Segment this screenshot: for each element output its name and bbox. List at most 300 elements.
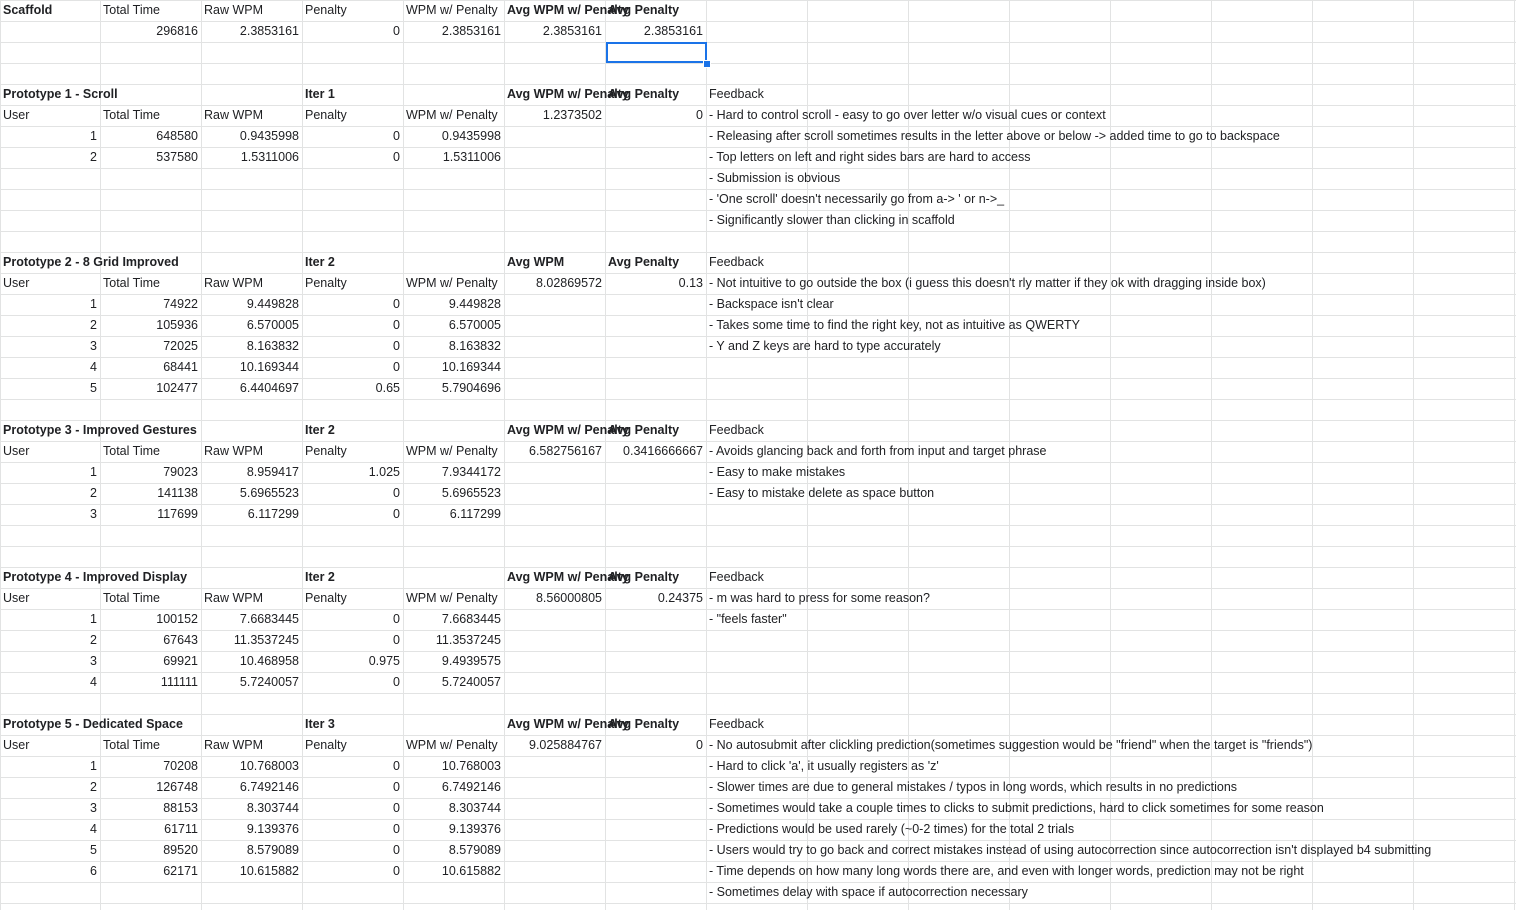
sheet-cell[interactable]: 0.9435998 <box>239 129 299 143</box>
sheet-cell[interactable]: 0 <box>393 675 400 689</box>
sheet-cell[interactable] <box>201 231 302 252</box>
sheet-cell[interactable]: 0 <box>393 822 400 836</box>
sheet-cell[interactable]: Prototype 2 - 8 Grid Improved <box>3 255 179 269</box>
sheet-cell[interactable]: Scaffold <box>3 3 53 17</box>
sheet-cell[interactable]: User <box>3 738 30 752</box>
sheet-cell[interactable]: Penalty <box>305 738 347 752</box>
sheet-cell[interactable]: 9.4939575 <box>441 654 501 668</box>
sheet-cell[interactable]: 1 <box>90 129 97 143</box>
sheet-cell[interactable]: 9.449828 <box>448 297 501 311</box>
sheet-cell[interactable]: 0 <box>696 738 703 752</box>
sheet-cell[interactable] <box>201 252 302 273</box>
sheet-cell[interactable]: Raw WPM <box>204 3 264 17</box>
sheet-cell[interactable]: 11.3537245 <box>233 633 299 647</box>
sheet-cell[interactable] <box>504 336 605 357</box>
sheet-cell[interactable] <box>403 252 504 273</box>
sheet-cell[interactable]: 0 <box>393 360 400 374</box>
sheet-cell[interactable] <box>403 42 504 63</box>
sheet-cell[interactable]: 10.768003 <box>441 759 501 773</box>
sheet-cell[interactable]: 62171 <box>163 864 198 878</box>
sheet-cell[interactable]: Total Time <box>103 591 160 605</box>
sheet-cell[interactable]: Avg Penalty <box>608 570 680 584</box>
sheet-cell[interactable] <box>504 210 605 231</box>
sheet-cell[interactable]: - Users would try to go back and correct mistakes instead of using autocorrection since autocorrection isn't displayed b4 submitting <box>709 843 1432 857</box>
sheet-cell[interactable]: 8.303744 <box>448 801 501 815</box>
sheet-cell[interactable]: 10.468958 <box>239 654 299 668</box>
sheet-cell[interactable] <box>605 840 706 861</box>
sheet-cell[interactable]: 5.6965523 <box>239 486 299 500</box>
sheet-cell[interactable]: 0 <box>393 759 400 773</box>
sheet-cell[interactable]: 0 <box>393 843 400 857</box>
sheet-cell[interactable] <box>504 525 605 546</box>
sheet-cell[interactable]: 5 <box>90 843 97 857</box>
sheet-cell[interactable]: 0 <box>696 108 703 122</box>
sheet-cell[interactable]: Prototype 4 - Improved Display <box>3 570 188 584</box>
sheet-cell[interactable] <box>201 714 302 735</box>
sheet-cell[interactable]: Feedback <box>709 570 764 584</box>
sheet-cell[interactable]: Avg WPM w/ Penalty <box>507 87 629 101</box>
sheet-cell[interactable] <box>0 210 100 231</box>
sheet-cell[interactable]: Avg Penalty <box>608 3 680 17</box>
sheet-cell[interactable]: Raw WPM <box>204 108 264 122</box>
sheet-cell[interactable]: 61711 <box>164 822 198 836</box>
sheet-cell[interactable]: Prototype 1 - Scroll <box>3 87 118 101</box>
sheet-cell[interactable]: Prototype 5 - Dedicated Space <box>3 717 183 731</box>
sheet-cell[interactable] <box>201 210 302 231</box>
sheet-cell[interactable] <box>302 210 403 231</box>
sheet-cell[interactable]: Total Time <box>103 3 160 17</box>
sheet-cell[interactable]: Iter 2 <box>305 255 335 269</box>
sheet-cell[interactable] <box>403 546 504 567</box>
sheet-cell[interactable]: Penalty <box>305 108 347 122</box>
sheet-cell[interactable]: Avg WPM w/ Penalty <box>507 570 629 584</box>
sheet-cell[interactable]: 10.768003 <box>239 759 299 773</box>
sheet-cell[interactable]: 4 <box>90 822 97 836</box>
sheet-cell[interactable]: Prototype 3 - Improved Gestures <box>3 423 197 437</box>
sheet-cell[interactable] <box>605 504 706 525</box>
sheet-cell[interactable]: - Time depends on how many long words there are, and even with longer words, prediction may not be right <box>709 864 1304 878</box>
sheet-cell[interactable]: 0 <box>393 780 400 794</box>
sheet-cell[interactable] <box>201 63 302 84</box>
sheet-cell[interactable] <box>100 210 201 231</box>
sheet-cell[interactable]: 1.025 <box>368 465 400 479</box>
sheet-cell[interactable]: Total Time <box>103 444 160 458</box>
sheet-cell[interactable]: 2 <box>90 150 97 164</box>
sheet-cell[interactable] <box>403 882 504 903</box>
sheet-cell[interactable] <box>706 42 1516 63</box>
sheet-cell[interactable]: 5.7904696 <box>441 381 501 395</box>
sheet-cell[interactable]: WPM w/ Penalty <box>406 276 498 290</box>
sheet-cell[interactable] <box>605 882 706 903</box>
sheet-cell[interactable]: 537580 <box>156 150 198 164</box>
sheet-cell[interactable]: 117699 <box>157 507 198 521</box>
sheet-cell[interactable] <box>706 357 1516 378</box>
sheet-cell[interactable] <box>201 42 302 63</box>
sheet-cell[interactable] <box>605 651 706 672</box>
sheet-cell[interactable]: 141138 <box>157 486 198 500</box>
sheet-cell[interactable]: 0 <box>393 486 400 500</box>
sheet-cell[interactable]: 1.2373502 <box>542 108 602 122</box>
sheet-cell[interactable] <box>0 168 100 189</box>
sheet-cell[interactable]: 7.6683445 <box>441 612 501 626</box>
sheet-cell[interactable] <box>504 609 605 630</box>
sheet-cell[interactable] <box>605 630 706 651</box>
sheet-cell[interactable]: 1.5311006 <box>442 150 501 164</box>
sheet-cell[interactable] <box>403 420 504 441</box>
sheet-cell[interactable] <box>201 420 302 441</box>
sheet-cell[interactable] <box>100 525 201 546</box>
sheet-cell[interactable]: - 'One scroll' doesn't necessarily go from a-> ' or n->_ <box>709 192 1005 206</box>
sheet-cell[interactable]: 0 <box>393 339 400 353</box>
sheet-cell[interactable]: User <box>3 591 30 605</box>
sheet-cell[interactable] <box>605 798 706 819</box>
sheet-cell[interactable]: - Takes some time to find the right key, not as intuitive as QWERTY <box>709 318 1080 332</box>
sheet-cell[interactable]: Avg WPM <box>507 255 565 269</box>
sheet-cell[interactable] <box>605 483 706 504</box>
sheet-cell[interactable]: Feedback <box>709 717 764 731</box>
sheet-cell[interactable]: 8.163832 <box>246 339 299 353</box>
sheet-cell[interactable] <box>605 546 706 567</box>
sheet-cell[interactable]: - "feels faster" <box>709 612 787 626</box>
sheet-cell[interactable] <box>504 189 605 210</box>
sheet-cell[interactable]: 8.579089 <box>246 843 299 857</box>
sheet-cell[interactable] <box>605 399 706 420</box>
sheet-cell[interactable] <box>706 504 1516 525</box>
sheet-cell[interactable]: 9.139376 <box>448 822 501 836</box>
sheet-cell[interactable] <box>605 147 706 168</box>
sheet-cell[interactable]: 5.7240057 <box>441 675 501 689</box>
sheet-cell[interactable]: 11.3537245 <box>435 633 501 647</box>
sheet-cell[interactable] <box>504 126 605 147</box>
sheet-cell[interactable] <box>100 231 201 252</box>
sheet-cell[interactable] <box>605 168 706 189</box>
sheet-cell[interactable]: - Top letters on left and right sides bars are hard to access <box>709 150 1031 164</box>
sheet-cell[interactable] <box>403 567 504 588</box>
sheet-cell[interactable]: User <box>3 444 30 458</box>
sheet-cell[interactable]: 8.02869572 <box>535 276 602 290</box>
sheet-cell[interactable] <box>605 63 706 84</box>
sheet-cell[interactable] <box>504 294 605 315</box>
sheet-cell[interactable]: 126748 <box>156 780 198 794</box>
sheet-cell[interactable]: 1 <box>90 759 97 773</box>
sheet-cell[interactable]: - Slower times are due to general mistakes / typos in long words, which results in no predictions <box>709 780 1238 794</box>
sheet-cell[interactable]: WPM w/ Penalty <box>406 444 498 458</box>
sheet-cell[interactable] <box>706 651 1516 672</box>
sheet-cell[interactable] <box>504 882 605 903</box>
sheet-cell[interactable] <box>605 462 706 483</box>
sheet-cell[interactable] <box>504 651 605 672</box>
sheet-cell[interactable] <box>302 525 403 546</box>
sheet-cell[interactable] <box>706 63 1516 84</box>
sheet-cell[interactable]: 88153 <box>163 801 198 815</box>
sheet-cell[interactable] <box>0 399 100 420</box>
sheet-cell[interactable]: 0.3416666667 <box>623 444 703 458</box>
sheet-cell[interactable] <box>605 756 706 777</box>
sheet-cell[interactable]: Avg Penalty <box>608 87 680 101</box>
sheet-cell[interactable] <box>605 126 706 147</box>
sheet-cell[interactable]: 2 <box>90 318 97 332</box>
sheet-cell[interactable] <box>302 168 403 189</box>
sheet-cell[interactable]: 10.169344 <box>441 360 501 374</box>
sheet-cell[interactable] <box>201 693 302 714</box>
sheet-cell[interactable] <box>504 231 605 252</box>
sheet-cell[interactable]: 2.3853161 <box>542 24 602 38</box>
sheet-cell[interactable]: 0 <box>393 612 400 626</box>
sheet-cell[interactable] <box>706 672 1516 693</box>
sheet-cell[interactable]: 1.5311006 <box>240 150 299 164</box>
sheet-cell[interactable]: - Easy to mistake delete as space button <box>709 486 935 500</box>
sheet-cell[interactable] <box>100 168 201 189</box>
sheet-cell[interactable]: - Sometimes delay with space if autocorrection necessary <box>709 885 1028 899</box>
sheet-cell[interactable]: 6.7492146 <box>441 780 501 794</box>
sheet-cell[interactable]: 2.3853161 <box>441 24 501 38</box>
sheet-cell[interactable]: 67643 <box>163 633 198 647</box>
sheet-cell[interactable] <box>201 567 302 588</box>
sheet-cell[interactable] <box>605 525 706 546</box>
sheet-cell[interactable] <box>302 546 403 567</box>
sheet-cell[interactable]: Avg Penalty <box>608 717 680 731</box>
sheet-cell[interactable] <box>504 63 605 84</box>
sheet-cell[interactable] <box>403 399 504 420</box>
sheet-cell[interactable]: 3 <box>90 507 97 521</box>
sheet-cell[interactable] <box>100 546 201 567</box>
sheet-cell[interactable]: 89520 <box>163 843 198 857</box>
sheet-cell[interactable]: 648580 <box>156 129 198 143</box>
sheet-cell[interactable] <box>706 0 1516 21</box>
sheet-cell[interactable] <box>504 168 605 189</box>
sheet-cell[interactable] <box>605 357 706 378</box>
sheet-cell[interactable]: Raw WPM <box>204 444 264 458</box>
sheet-cell[interactable] <box>605 777 706 798</box>
sheet-cell[interactable] <box>201 168 302 189</box>
sheet-cell[interactable]: 0.24375 <box>657 591 703 605</box>
sheet-cell[interactable] <box>706 21 1516 42</box>
sheet-cell[interactable]: 0 <box>393 801 400 815</box>
sheet-cell[interactable]: - Predictions would be used rarely (~0-2 times) for the total 2 trials <box>709 822 1075 836</box>
sheet-cell[interactable] <box>605 210 706 231</box>
sheet-cell[interactable] <box>706 546 1516 567</box>
sheet-cell[interactable] <box>605 231 706 252</box>
sheet-cell[interactable]: 0.975 <box>368 654 400 668</box>
sheet-cell[interactable]: - Hard to click 'a', it usually registers as 'z' <box>709 759 939 773</box>
sheet-cell[interactable] <box>504 546 605 567</box>
sheet-cell[interactable]: - Submission is obvious <box>709 171 841 185</box>
sheet-cell[interactable] <box>706 231 1516 252</box>
sheet-cell[interactable]: - Significantly slower than clicking in scaffold <box>709 213 955 227</box>
sheet-cell[interactable]: 5 <box>90 381 97 395</box>
sheet-cell[interactable]: Iter 3 <box>305 717 335 731</box>
sheet-cell[interactable]: 2.3853161 <box>643 24 703 38</box>
sheet-cell[interactable] <box>605 693 706 714</box>
sheet-cell[interactable] <box>504 819 605 840</box>
sheet-cell[interactable]: 102477 <box>156 381 198 395</box>
sheet-cell[interactable] <box>605 609 706 630</box>
sheet-cell[interactable] <box>201 84 302 105</box>
sheet-cell[interactable] <box>605 819 706 840</box>
sheet-cell[interactable]: - Hard to control scroll - easy to go over letter w/o visual cues or context <box>709 108 1106 122</box>
sheet-cell[interactable] <box>302 231 403 252</box>
sheet-cell[interactable]: Raw WPM <box>204 276 264 290</box>
sheet-cell[interactable]: 70208 <box>163 759 198 773</box>
sheet-cell[interactable] <box>100 63 201 84</box>
sheet-cell[interactable]: 7.6683445 <box>239 612 299 626</box>
sheet-cell[interactable] <box>504 798 605 819</box>
sheet-cell[interactable]: 9.449828 <box>246 297 299 311</box>
sheet-cell[interactable] <box>504 861 605 882</box>
sheet-cell[interactable]: WPM w/ Penalty <box>406 108 498 122</box>
sheet-cell[interactable] <box>403 231 504 252</box>
sheet-cell[interactable] <box>302 693 403 714</box>
sheet-cell[interactable] <box>302 399 403 420</box>
sheet-cell[interactable]: Avg Penalty <box>608 255 680 269</box>
sheet-cell[interactable]: 6.582756167 <box>529 444 602 458</box>
sheet-cell[interactable]: Penalty <box>305 3 347 17</box>
sheet-cell[interactable]: 111111 <box>160 675 198 689</box>
sheet-cell[interactable]: 3 <box>90 801 97 815</box>
sheet-cell[interactable] <box>504 147 605 168</box>
sheet-cell[interactable] <box>0 882 100 903</box>
sheet-cell[interactable]: WPM w/ Penalty <box>406 591 498 605</box>
sheet-cell[interactable]: 8.959417 <box>246 465 299 479</box>
sheet-cell[interactable]: 79023 <box>163 465 198 479</box>
sheet-cell[interactable]: Avg WPM w/ Penalty <box>507 423 629 437</box>
sheet-cell[interactable]: 0 <box>393 24 400 38</box>
sheet-cell[interactable] <box>100 567 201 588</box>
sheet-cell[interactable]: Avg WPM w/ Penalty <box>507 3 629 17</box>
sheet-cell[interactable]: 68441 <box>163 360 198 374</box>
sheet-cell[interactable]: - Easy to make mistakes <box>709 465 846 479</box>
sheet-cell[interactable] <box>403 84 504 105</box>
sheet-cell[interactable] <box>504 378 605 399</box>
sheet-cell[interactable]: 5.7240057 <box>239 675 299 689</box>
sheet-cell[interactable] <box>403 525 504 546</box>
sheet-cell[interactable]: 74922 <box>163 297 198 311</box>
sheet-cell[interactable]: Avg WPM w/ Penalty <box>507 717 629 731</box>
sheet-cell[interactable] <box>100 882 201 903</box>
sheet-cell[interactable]: - Y and Z keys are hard to type accurately <box>709 339 941 353</box>
sheet-cell[interactable] <box>302 42 403 63</box>
sheet-cell[interactable] <box>302 63 403 84</box>
sheet-cell[interactable]: 6.7492146 <box>239 780 299 794</box>
sheet-cell[interactable] <box>0 42 100 63</box>
sheet-cell[interactable]: 4 <box>90 675 97 689</box>
sheet-cell[interactable] <box>605 189 706 210</box>
sheet-cell[interactable] <box>504 399 605 420</box>
sheet-cell[interactable]: 2 <box>90 486 97 500</box>
sheet-cell[interactable] <box>504 840 605 861</box>
sheet-cell[interactable] <box>504 357 605 378</box>
sheet-cell[interactable]: 10.169344 <box>239 360 299 374</box>
sheet-cell[interactable] <box>0 189 100 210</box>
sheet-cell[interactable]: 0.9435998 <box>441 129 501 143</box>
sheet-cell[interactable]: 0 <box>393 864 400 878</box>
sheet-cell[interactable] <box>504 630 605 651</box>
sheet-cell[interactable]: Raw WPM <box>204 591 264 605</box>
sheet-cell[interactable]: 2.3853161 <box>239 24 299 38</box>
sheet-cell[interactable]: 6.570005 <box>246 318 299 332</box>
sheet-cell[interactable]: - Backspace isn't clear <box>709 297 834 311</box>
sheet-cell[interactable]: - Sometimes would take a couple times to clicks to submit predictions, hard to click sometimes for some reason <box>709 801 1324 815</box>
sheet-cell[interactable]: WPM w/ Penalty <box>406 3 498 17</box>
sheet-cell[interactable] <box>706 693 1516 714</box>
sheet-cell[interactable]: Iter 1 <box>305 87 335 101</box>
sheet-cell[interactable] <box>201 399 302 420</box>
sheet-cell[interactable]: 8.579089 <box>448 843 501 857</box>
sheet-cell[interactable] <box>302 189 403 210</box>
sheet-cell[interactable]: Penalty <box>305 276 347 290</box>
sheet-cell[interactable] <box>100 420 201 441</box>
sheet-cell[interactable] <box>0 693 100 714</box>
sheet-cell[interactable]: 6.117299 <box>449 507 501 521</box>
sheet-cell[interactable]: 10.615882 <box>239 864 299 878</box>
sheet-cell[interactable]: 3 <box>90 339 97 353</box>
sheet-cell[interactable]: 7.9344172 <box>441 465 501 479</box>
sheet-cell[interactable] <box>706 630 1516 651</box>
selected-cell[interactable] <box>606 42 707 63</box>
sheet-cell[interactable]: 0 <box>393 507 400 521</box>
sheet-cell[interactable] <box>0 231 100 252</box>
sheet-cell[interactable]: 0 <box>393 297 400 311</box>
sheet-cell[interactable]: WPM w/ Penalty <box>406 738 498 752</box>
sheet-cell[interactable]: 8.56000805 <box>535 591 602 605</box>
sheet-cell[interactable]: Total Time <box>103 108 160 122</box>
sheet-cell[interactable]: Total Time <box>103 276 160 290</box>
sheet-cell[interactable]: 8.163832 <box>448 339 501 353</box>
sheet-cell[interactable]: 296816 <box>156 24 198 38</box>
sheet-cell[interactable]: - No autosubmit after clickling prediction(sometimes suggestion would be "friend" when the target is "friends") <box>709 738 1313 752</box>
sheet-cell[interactable]: 0 <box>393 318 400 332</box>
sheet-cell[interactable]: User <box>3 276 30 290</box>
sheet-cell[interactable] <box>100 399 201 420</box>
sheet-cell[interactable]: Penalty <box>305 444 347 458</box>
sheet-cell[interactable]: 0 <box>393 633 400 647</box>
sheet-cell[interactable] <box>605 294 706 315</box>
sheet-cell[interactable] <box>504 315 605 336</box>
sheet-cell[interactable]: - Releasing after scroll sometimes results in the letter above or below -> added time to go to backspace <box>709 129 1280 143</box>
sheet-cell[interactable]: Feedback <box>709 423 764 437</box>
sheet-cell[interactable] <box>403 714 504 735</box>
sheet-cell[interactable] <box>504 777 605 798</box>
sheet-cell[interactable] <box>605 315 706 336</box>
sheet-cell[interactable] <box>302 882 403 903</box>
sheet-cell[interactable]: Avg Penalty <box>608 423 680 437</box>
sheet-cell[interactable]: 72025 <box>163 339 198 353</box>
sheet-cell[interactable]: 4 <box>90 360 97 374</box>
sheet-cell[interactable] <box>403 693 504 714</box>
sheet-cell[interactable]: 6 <box>90 864 97 878</box>
sheet-cell[interactable] <box>504 462 605 483</box>
sheet-cell[interactable]: 1 <box>90 465 97 479</box>
sheet-cell[interactable]: Iter 2 <box>305 423 335 437</box>
sheet-cell[interactable]: 3 <box>90 654 97 668</box>
sheet-cell[interactable] <box>504 693 605 714</box>
sheet-cell[interactable] <box>504 504 605 525</box>
sheet-cell[interactable] <box>605 336 706 357</box>
sheet-cell[interactable] <box>0 21 100 42</box>
sheet-cell[interactable] <box>0 63 100 84</box>
sheet-cell[interactable]: 105936 <box>156 318 198 332</box>
sheet-cell[interactable]: 0 <box>393 150 400 164</box>
sheet-cell[interactable]: 1 <box>90 297 97 311</box>
sheet-cell[interactable] <box>706 399 1516 420</box>
sheet-cell[interactable] <box>201 882 302 903</box>
sheet-cell[interactable]: Penalty <box>305 591 347 605</box>
sheet-cell[interactable]: 1 <box>90 612 97 626</box>
sheet-cell[interactable] <box>504 483 605 504</box>
sheet-cell[interactable]: Feedback <box>709 255 764 269</box>
sheet-cell[interactable] <box>403 189 504 210</box>
sheet-cell[interactable]: 9.139376 <box>246 822 299 836</box>
